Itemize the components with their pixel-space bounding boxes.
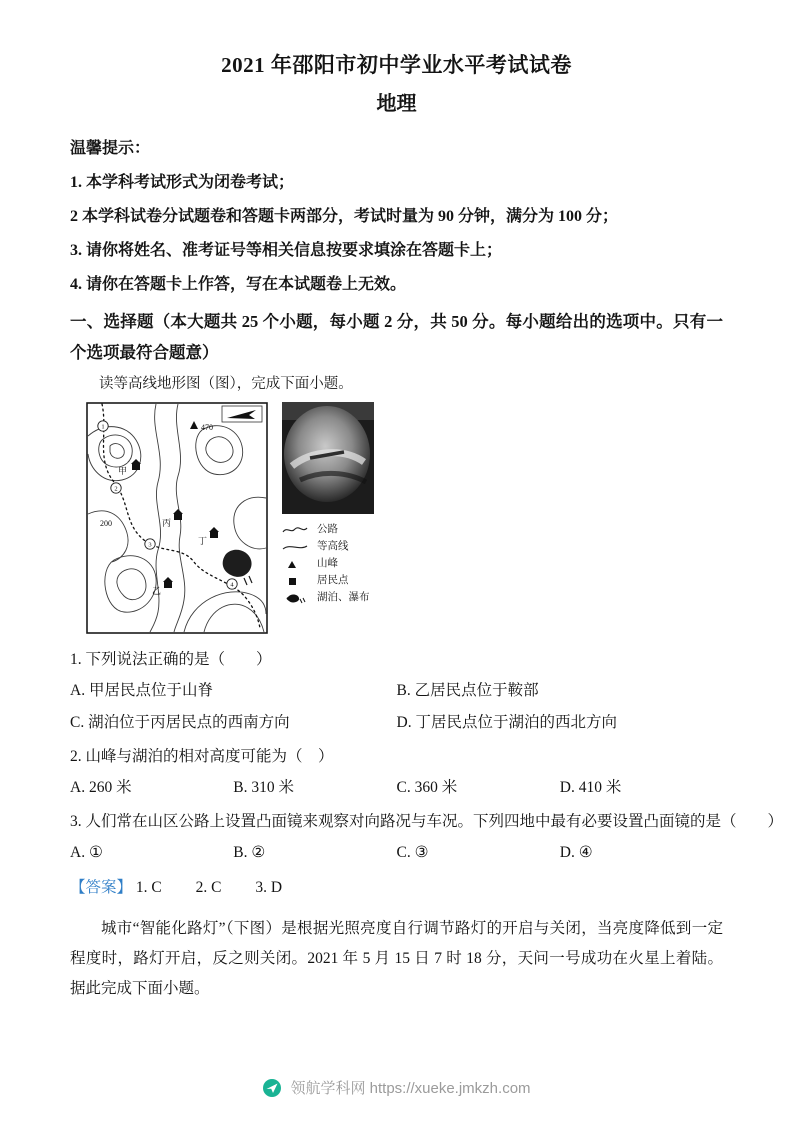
notice-item-4: 4. 请你在答题卡上作答，写在本试题卷上无效。 <box>70 276 407 293</box>
contour-map <box>86 402 268 634</box>
lake-legend-icon <box>282 592 310 604</box>
question-stem: 2. 山峰与湖泊的相对高度可能为（ ） <box>70 748 334 765</box>
option-c: C. 湖泊位于丙居民点的西南方向 <box>70 714 290 731</box>
option-b: B. 乙居民点位于鞍部 <box>396 682 539 699</box>
question-2 <box>70 741 723 804</box>
legend-item-road <box>282 523 378 536</box>
question-stem: 1. 下列说法正确的是（ ） <box>70 651 272 668</box>
option-a: A. 甲居民点位于山脊 <box>70 682 213 699</box>
road-legend-icon <box>282 525 310 535</box>
svg-text:3: 3 <box>148 541 152 549</box>
road-photo <box>282 402 374 514</box>
answer-item-3: 3. D <box>255 879 283 896</box>
figure-block <box>86 402 723 634</box>
notice-item-2: 2 本学科试卷分试题卷和答题卡两部分，考试时量为 90 分钟，满分为 100 分； <box>70 208 619 225</box>
peak-legend-icon <box>282 559 310 569</box>
option-a: A. ① <box>70 844 103 861</box>
legend-item-peak <box>282 557 378 570</box>
option-d: D. ④ <box>559 844 593 861</box>
question-group-intro: 读等高线地形图（图），完成下面小题。 <box>99 376 353 392</box>
settlement-label-ding: 丁 <box>198 536 208 546</box>
svg-text:4: 4 <box>230 581 234 589</box>
contour-value-label: 200 <box>100 519 112 528</box>
settlement-label-jia: 甲 <box>118 466 128 476</box>
legend-item-contour <box>282 540 378 553</box>
watermark-footer <box>0 1077 793 1098</box>
map-legend <box>282 523 378 604</box>
question-3 <box>70 806 784 869</box>
page-title: 2021 年邵阳市初中学业水平考试试卷 <box>221 53 572 77</box>
peak-elevation-label: 470 <box>201 423 213 432</box>
legend-label: 等高线 <box>317 541 349 552</box>
notice-item-3: 3. 请你将姓名、准考证号等相关信息按要求填涂在答题卡上； <box>70 242 503 259</box>
legend-item-settlement <box>282 574 378 587</box>
legend-label: 公路 <box>317 524 338 535</box>
answer-label: 【答案】 <box>70 879 133 896</box>
question-options <box>70 772 723 804</box>
option-d: D. 丁居民点位于湖泊的西北方向 <box>396 714 617 731</box>
option-b: B. ② <box>233 844 266 861</box>
next-question-passage: 城市“智能化路灯”（下图）是根据光照亮度自行调节路灯的开启与关闭，当亮度降低到一定程度时，路灯开启，反之则关闭。2021 年 5 月 15 日 7 时 18 分，天问一号成功在火星上着陆。据此完成下面小题。 <box>70 920 723 997</box>
legend-label: 居民点 <box>317 575 349 586</box>
settlement-label-bing: 丙 <box>162 518 172 528</box>
question-1 <box>70 644 723 739</box>
subject-title: 地理 <box>376 93 417 115</box>
question-stem: 3. 人们常在山区公路上设置凸面镜来观察对向路况与车况。下列四地中最有必要设置凸面镜的是（ ） <box>70 813 784 830</box>
legend-item-lake <box>282 591 378 604</box>
svg-text:1: 1 <box>101 423 105 431</box>
legend-label: 湖泊、瀑布 <box>317 592 370 603</box>
question-options <box>70 675 723 739</box>
notice-block <box>70 132 723 302</box>
section-heading: 一、选择题（本大题共 25 个小题，每小题 2 分，共 50 分。每小题给出的选项中。只有一个选项最符合题意） <box>70 312 723 362</box>
legend-label: 山峰 <box>317 558 338 569</box>
option-a: A. 260 米 <box>70 779 132 796</box>
answer-item-2: 2. C <box>195 879 222 896</box>
north-arrow-icon <box>222 406 262 422</box>
watermark-text: 领航学科网 https://xueke.jmkzh.com <box>290 1080 531 1097</box>
site-logo-icon <box>262 1078 282 1098</box>
figure-side-column <box>282 402 378 634</box>
settlement-label-yi: 乙 <box>152 586 162 596</box>
answer-item-1: 1. C <box>135 879 162 896</box>
contour-legend-icon <box>282 542 310 552</box>
svg-text:2: 2 <box>114 485 118 493</box>
option-c: C. 360 米 <box>396 779 458 796</box>
option-b: B. 310 米 <box>233 779 294 796</box>
answer-line <box>70 872 723 904</box>
option-c: C. ③ <box>396 844 429 861</box>
option-d: D. 410 米 <box>559 779 622 796</box>
notice-item-1: 1. 本学科考试形式为闭卷考试； <box>70 174 295 191</box>
notice-heading: 温馨提示： <box>70 140 151 157</box>
question-options <box>70 837 723 869</box>
settlement-legend-icon <box>282 576 310 586</box>
